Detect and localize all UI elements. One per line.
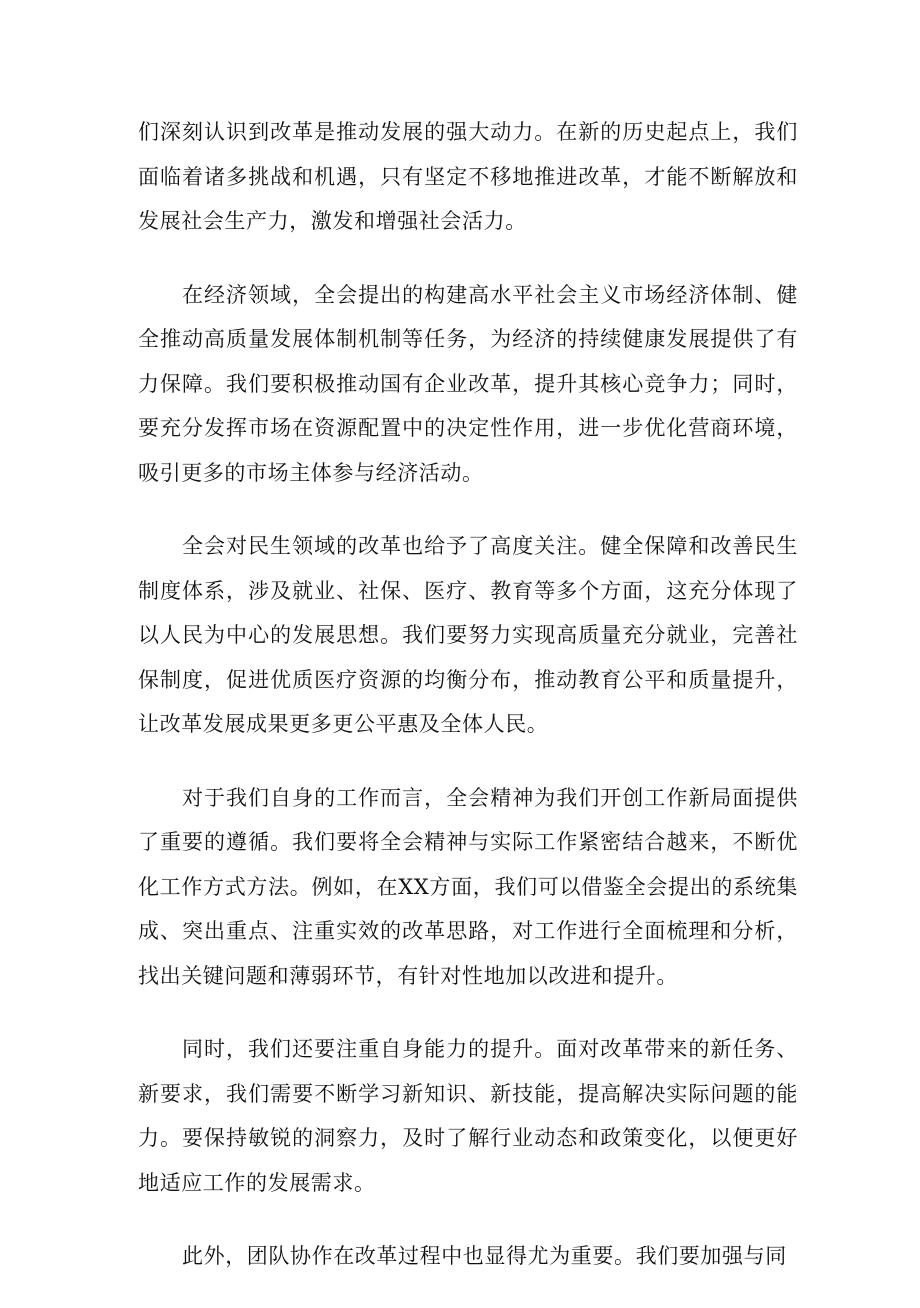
- paragraph-self-improvement: 同时，我们还要注重自身能力的提升。面对改革带来的新任务、新要求，我们需要不断学习新知识、新技能，提高解决实际问题的能力。要保持敏锐的洞察力，及时了解行业动态和政策变化，以便更好地适应工作的发展需求。: [138, 1037, 798, 1195]
- paragraph-economy: 在经济领域，全会提出的构建高水平社会主义市场经济体制、健全推动高质量发展体制机制等任务，为经济的持续健康发展提供了有力保障。我们要积极推动国有企业改革，提升其核心竞争力；同时，要充分发挥市场在资源配置中的决定性作用，进一步优化营商环境，吸引更多的市场主体参与经济活动。: [138, 282, 798, 485]
- document-body: [138, 110, 798, 1308]
- paragraph-continuation: 们深刻认识到改革是推动发展的强大动力。在新的历史起点上，我们面临着诸多挑战和机遇，只有坚定不移地推进改革，才能不断解放和发展社会生产力，激发和增强社会活力。: [138, 120, 798, 233]
- paragraph-own-work: 对于我们自身的工作而言，全会精神为我们开创工作新局面提供了重要的遵循。我们要将全会精神与实际工作紧密结合越来，不断优化工作方式方法。例如，在XX方面，我们可以借鉴全会提出的系统集成、突出重点、注重实效的改革思路，对工作进行全面梳理和分析，找出关键问题和薄弱环节，有针对性地加以改进和提升。: [138, 785, 798, 988]
- paragraph-teamwork: 此外，团队协作在改革过程中也显得尤为重要。我们要加强与同: [182, 1244, 787, 1268]
- paragraph-livelihood: 全会对民生领域的改革也给予了高度关注。健全保障和改善民生制度体系，涉及就业、社保、医疗、教育等多个方面，这充分体现了以人民为中心的发展思想。我们要努力实现高质量充分就业，完善社保制度，促进优质医疗资源的均衡分布，推动教育公平和质量提升，让改革发展成果更多更公平惠及全体人民。: [138, 534, 798, 736]
